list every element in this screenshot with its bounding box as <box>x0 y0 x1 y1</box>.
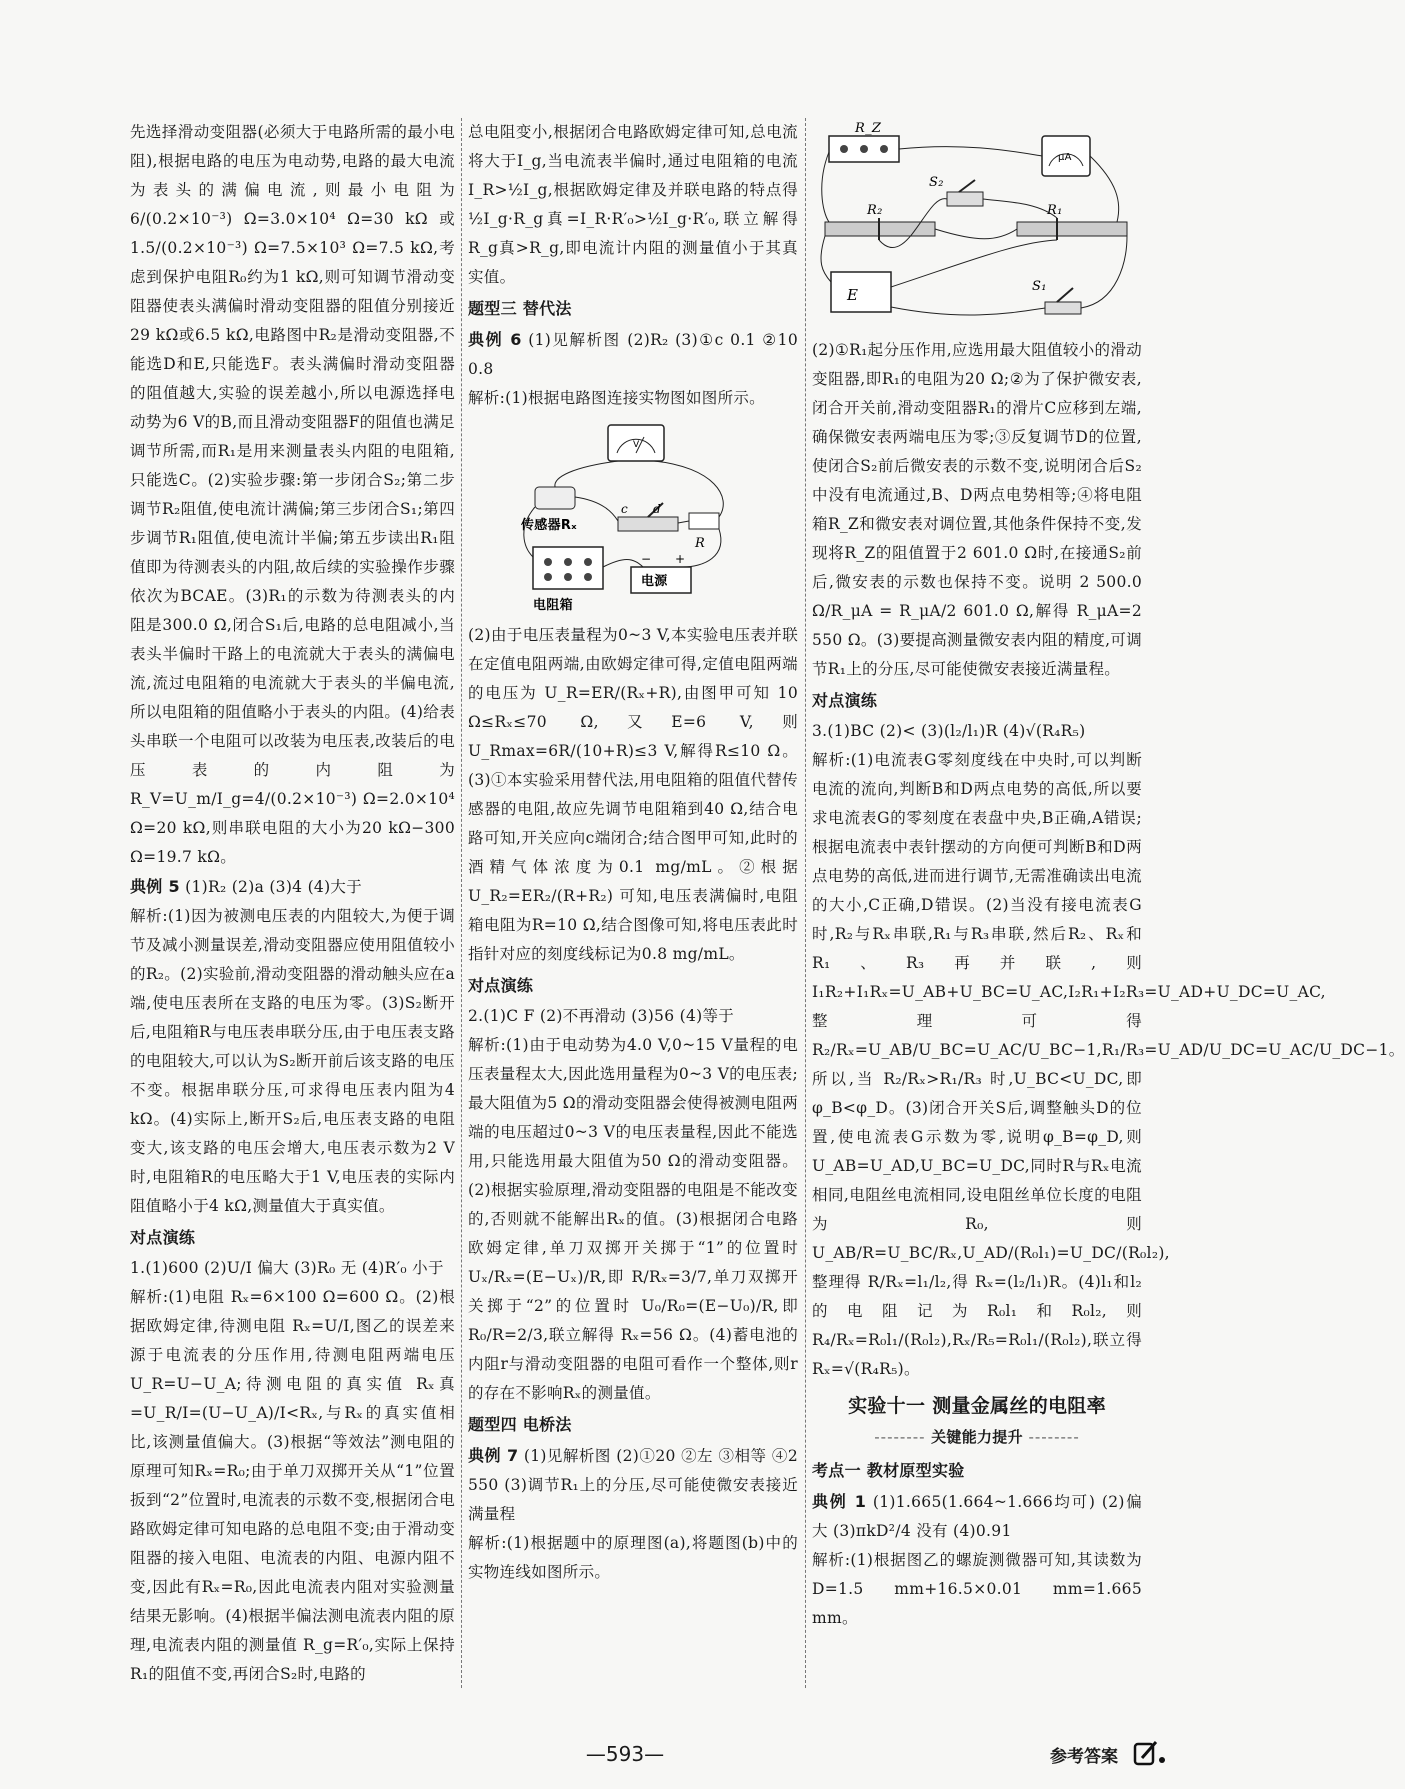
fig-label-s2: S₂ <box>929 175 944 190</box>
practice-1-analysis: 解析:(1)电阻 Rₓ=6×100 Ω=600 Ω。(2)根据欧姆定律,待测电阻 Rₓ=U/I,图乙的误差来源于电流表的分压作用,待测电阻两端电压 U_R=U−U_A;待测电阻的真实值 Rₓ真=U_R/I=(U−U_A)/I<Rₓ,与Rₓ的真实值相比,该测量值偏大。(3)根据“等效法”测电阻的原理可知Rₓ=R₀;由于单刀双掷开关从“1”位置扳到“2”位置时,电流表的示数不变,根据闭合电路欧姆定律可知电路的总电阻不变;由于滑动变阻器的接入电阻、电流表的内阻、电源内阻不变,因此有Rₓ=R₀,因此电流表内阻对实验测量结果无影响。(4)根据半偏法测电流表内阻的原理,电流表内阻的测量值 R_g=R′₀,实际上保持R₁的阻值不变,再闭合S₂时,电路的 <box>130 1288 461 1683</box>
example-6 <box>468 325 798 384</box>
column-2 <box>468 118 804 1587</box>
example-5-analysis: 解析:(1)因为被测电压表的内阻较大,为便于调节及减小测量误差,滑动变阻器应使用阻值较小的R₂。(2)实验前,滑动变阻器的滑动触头应在a端,使电压表所在支路的电压为零。(3)S₂断开后,电阻箱R与电压表串联分压,由于电压表支路的电阻较大,可以认为S₂断开前后该支路的电压不变。根据串联分压,可求得电压表内阻为4 kΩ。(4)实际上,断开S₂后,电压表支路的电阻变大,该支路的电压会增大,电压表示数为2 V时,电阻箱R的电压略大于1 V,电压表的实际内阻值略小于4 kΩ,测量值大于真实值。 <box>130 907 461 1215</box>
example-6-answer: (1)见解析图 (2)R₂ (3)①c 0.1 ②10 0.8 <box>468 331 799 378</box>
example-5-answer: (1)R₂ (2)a (3)4 (4)大于 <box>185 878 363 896</box>
svg-text:d: d <box>653 502 661 516</box>
practice-2-answer: 2.(1)C F (2)不再滑动 (3)56 (4)等于 <box>468 1007 735 1025</box>
fig-label-r1: R₁ <box>1047 203 1063 218</box>
column-divider-left <box>461 118 462 1688</box>
practice-2-analysis: 解析:(1)由于电动势为4.0 V,0~15 V量程的电压表量程太大,因此选用量程为0~3 V的电压表;最大阻值为5 Ω的滑动变阻器会使得被测电阻两端的电压超过0~3 V的电压表量程,因此不能选用,只能选用最大阻值为50 Ω的滑动变阻器。(2)根据实验原理,滑动变阻器的电阻是不能改变的,否则就不能解出Rₓ的值。(3)根据闭合电路欧姆定律,单刀双掷开关掷于“1”的位置时 Uₓ/Rₓ=(E−Uₓ)/R,即 R/Rₓ=3/7,单刀双掷开关掷于“2”的位置时 U₀/R₀=(E−U₀)/R,即 R₀/R=2/3,联立解得 Rₓ=56 Ω。(4)蓄电池的内阻r与滑动变阻器的电阻可看作一个整体,则r的存在不影响Rₓ的测量值。 <box>468 1036 804 1402</box>
circuit-figure-2 <box>817 122 1137 332</box>
column-3 <box>812 118 1405 1633</box>
example-7-analysis: 解析:(1)根据题中的原理图(a),将题图(b)中的实物连线如图所示。 <box>468 1534 798 1581</box>
svg-text:−: − <box>641 552 652 566</box>
sensor-label: 传感器Rₓ <box>521 518 577 533</box>
example-1-head: 典例 1 <box>812 1492 867 1511</box>
practice-head-1: 对点演练 <box>130 1228 196 1247</box>
subsection-title: 关键能力提升 <box>931 1428 1023 1446</box>
example-6-analysis-b: (2)由于电压表量程为0~3 V,本实验电压表并联在定值电阻两端,由欧姆定律可得,定值电阻两端的电压为 U_R=ER/(Rₓ+R),由图甲可知 10 Ω≤Rₓ≤70 Ω,又E=6 V,则 U_Rmax=6R/(10+R)≤3 V,解得R≤10 Ω。(3)①本实验采用替代法,用电阻箱的阻值代替传感器的电阻,故应先调节电阻箱到40 Ω,结合电路可知,开关应向c端闭合;结合图甲可知,此时的酒精气体浓度为0.1 mg/mL。②根据 U_R₂=ER₂/(R+R₂) 可知,电压表满偏时,电阻箱电阻为R=10 Ω,结合图像可知,将电压表此时指针对应的刻度线标记为0.8 mg/mL。 <box>468 626 804 963</box>
svg-text:R: R <box>695 536 706 551</box>
fig-label-e: E <box>847 286 859 304</box>
example-6-head: 典例 6 <box>468 330 522 349</box>
subsection-dash-right: -------- <box>1028 1428 1080 1446</box>
example-1 <box>812 1487 1142 1546</box>
practice-3-analysis: 解析:(1)电流表G零刻度线在中央时,可以判断电流的流向,判断B和D两点电势的高低,所以要求电流表G的零刻度在表盘中央,B正确,A错误;根据电流表中表针摆动的方向便可判断B和D两点电势的高低,进而进行调节,无需准确读出电流的大小,C正确,D错误。(2)当没有接电流表G时,R₂与Rₓ串联,R₁与R₃串联,然后R₂、Rₓ和R₁、R₃再并联,则 I₁R₂+I₁Rₓ=U_AB+U_BC=U_AC,I₂R₁+I₂R₃=U_AD+U_DC=U_AC,整理可得 R₂/Rₓ=U_AB/U_BC=U_AC/U_BC−1,R₁/R₃=U_AD/U_DC=U_AC/U_DC−1。所以,当 R₂/Rₓ>R₁/R₃ 时,U_BC<U_DC,即φ_B<φ_D。(3)闭合开关S后,调整触头D的位置,使电流表G示数为零,说明φ_B=φ_D,则U_AB=U_AD,U_BC=U_DC,同时R与Rₓ电流相同,电阻丝电流相同,设电阻丝单位长度的电阻为R₀,则 U_AB/R=U_BC/Rₓ,U_AD/(R₀l₁)=U_DC/(R₀l₂),整理得 R/Rₓ=l₁/l₂,得 Rₓ=(l₂/l₁)R。(4)l₁和l₂的电阻记为R₀l₁和R₀l₂,则 R₄/Rₓ=R₀l₁/(R₀l₂),Rₓ/R₅=R₀l₁/(R₀l₂),联立得 Rₓ=√(R₄R₅)。 <box>812 751 1405 1378</box>
subsection-dash-left: -------- <box>874 1428 926 1446</box>
svg-text:V: V <box>633 440 640 450</box>
example-7-head: 典例 7 <box>468 1446 519 1465</box>
practice-head-2: 对点演练 <box>468 976 534 995</box>
example-6-analysis-a: 解析:(1)根据电路图连接实物图如图所示。 <box>468 389 765 407</box>
subsection-title-wrap <box>812 1423 1142 1452</box>
circuit-figure-1 <box>513 417 753 617</box>
fig-label-rz: R_Z <box>855 121 882 136</box>
example-7 <box>468 1441 798 1529</box>
column-divider-right <box>805 118 806 1688</box>
example-5 <box>130 872 455 902</box>
column-2-intro: 总电阻变小,根据闭合电路欧姆定律可知,总电流将大于I_g,当电流表半偏时,通过电阻箱的电流 I_R>½I_g,根据欧姆定律及并联电路的特点得 ½I_g·R_g真=I_R·R′₀>½I_g·R′₀,联立解得 R_g真>R_g,即电流计内阻的测量值小于其真实值。 <box>468 123 804 286</box>
svg-text:c: c <box>621 502 629 516</box>
continued-analysis: 先选择滑动变阻器(必须大于电路所需的最小电阻),根据电路的电压为电动势,电路的最大电流为表头的满偏电流,则最小电阻为 6/(0.2×10⁻³) Ω=3.0×10⁴ Ω=30 kΩ 或 1.5/(0.2×10⁻³) Ω=7.5×10³ Ω=7.5 kΩ,考虑到保护电阻R₀约为1 kΩ,则可知调节滑动变阻器使表头满偏时滑动变阻器的阻值分别接近29 kΩ或6.5 kΩ,电路图中R₂是滑动变阻器,不能选D和E,只能选F。表头满偏时滑动变阻器的阻值越大,实验的误差越小,所以电源选择电动势为6 V的B,而且滑动变阻器F的阻值也满足调节所需,而R₁是用来测量表头内阻的电阻箱,只能选C。(2)实验步骤:第一步闭合S₂;第二步调节R₂阻值,使电流计满偏;第三步闭合S₁;第四步调节R₁阻值,使电流计半偏;第五步读出R₁阻值即为待测表头的内阻,故后续的实验操作步骤依次为BCAE。(3)R₁的示数为待测表头的内阻是300.0 Ω,闭合S₁后,电路的总电阻减小,当表头半偏时干路上的电流就大于表头的满偏电流,流过电阻箱的电流就大于表头的半偏电流,所以电阻箱的阻值略小于表头的内阻。(4)给表头串联一个电阻可以改装为电压表,改装后的电压表的内阻为 R_V=U_m/I_g=4/(0.2×10⁻³) Ω=2.0×10⁴ Ω=20 kΩ,则串联电阻的大小为20 kΩ−300 Ω=19.7 kΩ。 <box>130 123 461 866</box>
type-3-head: 题型三 替代法 <box>468 299 572 318</box>
fig-label-s1: S₁ <box>1032 279 1047 294</box>
example-1-analysis: 解析:(1)根据图乙的螺旋测微器可知,其读数为 D=1.5 mm+16.5×0.01 mm=1.665 mm。 <box>812 1551 1148 1627</box>
practice-head-3: 对点演练 <box>812 691 878 710</box>
type-4-head: 题型四 电桥法 <box>468 1415 572 1434</box>
fig-label-ua: μA <box>1058 152 1072 163</box>
kaodian-head: 考点一 教材原型实验 <box>812 1461 965 1480</box>
page-number: —593— <box>585 1742 665 1766</box>
example-7-answer: (1)见解析图 (2)①20 ②左 ③相等 ④2 550 (3)调节R₁上的分压,尽可能使微安表接近满量程 <box>468 1447 798 1523</box>
section-title: 实验十一 测量金属丝的电阻率 <box>848 1395 1106 1417</box>
source-label: 电源 <box>641 574 668 589</box>
pen-icon <box>1132 1738 1168 1768</box>
example-5-head: 典例 5 <box>130 877 180 896</box>
example-7-continued: (2)①R₁起分压作用,应选用最大阻值较小的滑动变阻器,即R₁的电阻为20 Ω;②为了保护微安表,闭合开关前,滑动变阻器R₁的滑片C应移到左端,确保微安表两端电压为零;③反复调节D的位置,使闭合S₂前后微安表的示数不变,说明闭合后S₂中没有电流通过,B、D两点电势相等;④将电阻箱R_Z和微安表对调位置,其他条件保持不变,发现将R_Z的阻值置于2 601.0 Ω时,在接通S₂前后,微安表的示数也保持不变。说明 2 500.0 Ω/R_μA = R_μA/2 601.0 Ω,解得 R_μA=2 550 Ω。(3)要提高测量微安表内阻的精度,可调节R₁上的分压,尽可能使微安表接近满量程。 <box>812 341 1148 678</box>
box-label: 电阻箱 <box>533 598 573 613</box>
practice-1-answer: 1.(1)600 (2)U/I 偏大 (3)R₀ 无 (4)R′₀ 小于 <box>130 1259 444 1277</box>
fig-label-r2: R₂ <box>867 203 883 218</box>
practice-3-answer: 3.(1)BC (2)< (3)(l₂/l₁)R (4)√(R₄R₅) <box>812 722 1086 740</box>
example-1-answer: (1)1.665(1.664~1.666均可) (2)偏大 (3)πkD²/4 没有 (4)0.91 <box>812 1493 1143 1540</box>
svg-text:+: + <box>675 552 686 566</box>
footer-tag: 参考答案 <box>1050 1747 1118 1767</box>
column-1 <box>130 118 461 1689</box>
